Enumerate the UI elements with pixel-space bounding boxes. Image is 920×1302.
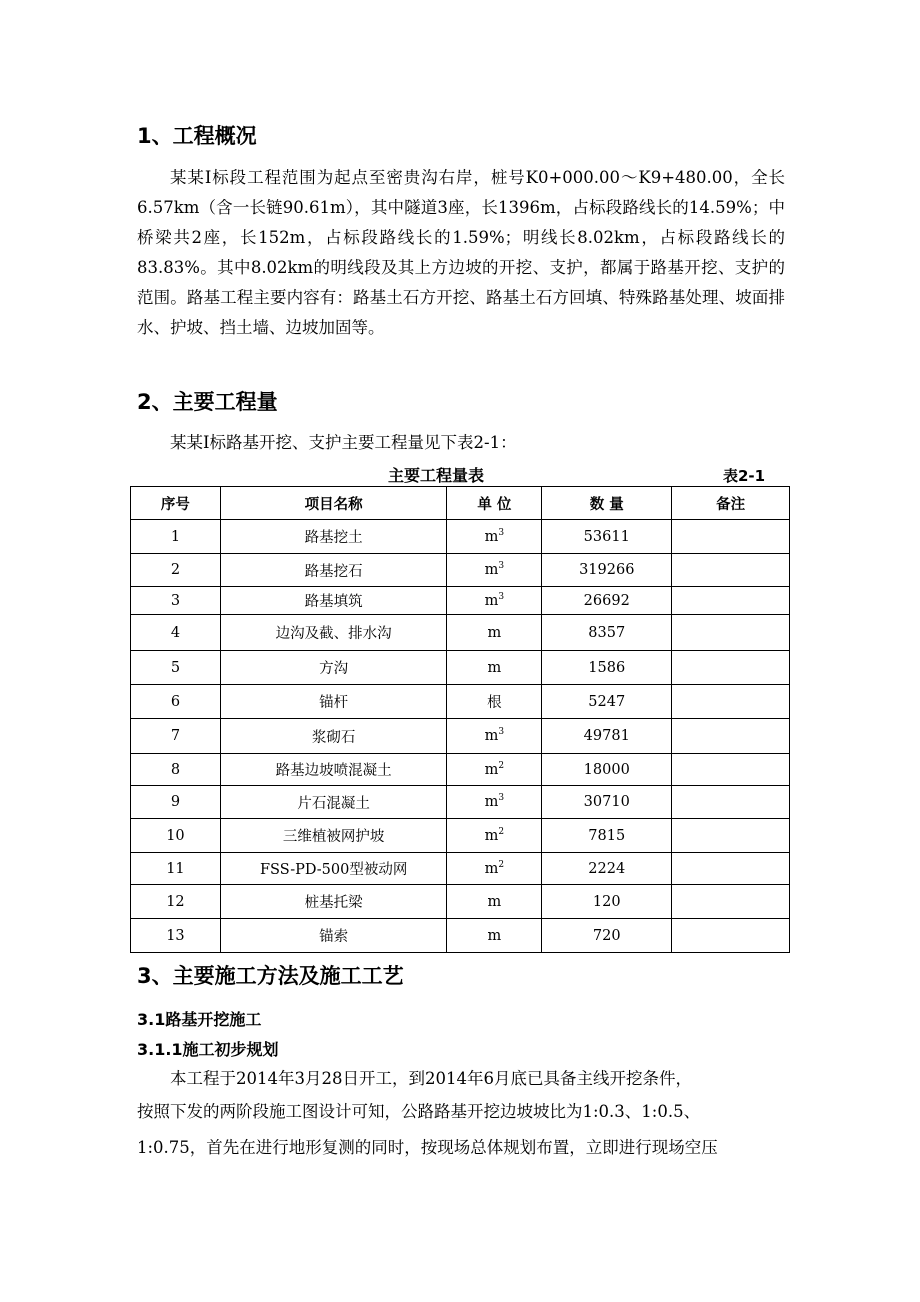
- cell-qty: 5247: [542, 685, 672, 719]
- cell-qty: 2224: [542, 853, 672, 885]
- unit-text: m: [484, 728, 499, 744]
- table-row: [131, 685, 790, 719]
- cell-no: 12: [131, 885, 221, 919]
- cell-name: 方沟: [220, 651, 447, 685]
- cell-note: [672, 554, 790, 587]
- cell-name: FSS-PD-500型被动网: [220, 853, 447, 885]
- quantities-table: [130, 486, 790, 953]
- table-row: [131, 554, 790, 587]
- cell-qty: 1586: [542, 651, 672, 685]
- unit-text: m: [487, 624, 502, 641]
- quantities-intro: 某某Ⅰ标路基开挖、支护主要工程量见下表2-1：: [170, 433, 517, 452]
- planning-line-1: 本工程于2014年3月28日开工，到2014年6月底已具备主线开挖条件，: [170, 1069, 692, 1088]
- cell-qty: 720: [542, 919, 672, 953]
- cell-qty: 49781: [542, 719, 672, 754]
- cell-no: 1: [131, 520, 221, 554]
- table-row: [131, 587, 790, 615]
- unit-text: m: [484, 860, 499, 877]
- table-row: [131, 651, 790, 685]
- cell-no: 9: [131, 786, 221, 819]
- cell-unit: [447, 786, 542, 819]
- unit-text: 根: [487, 695, 502, 711]
- cell-no: 3: [131, 587, 221, 615]
- unit-text: m: [484, 794, 499, 810]
- planning-line-3: 1:0.75，首先在进行地形复测的同时，按现场总体规划布置，立即进行现场空压: [137, 1138, 718, 1157]
- cell-note: [672, 919, 790, 953]
- unit-exponent: 2: [498, 826, 505, 837]
- cell-unit: [447, 651, 542, 685]
- cell-qty: 319266: [542, 554, 672, 587]
- unit-exponent: 2: [498, 859, 505, 870]
- cell-name: 路基挖石: [220, 554, 447, 587]
- cell-name: 桩基托梁: [220, 885, 447, 919]
- table-row: [131, 853, 790, 885]
- cell-qty: 18000: [542, 754, 672, 786]
- cell-unit: [447, 520, 542, 554]
- table-row: [131, 786, 790, 819]
- cell-name: 浆砌石: [220, 719, 447, 754]
- section-heading-quantities: 2、主要工程量: [137, 390, 278, 414]
- cell-unit: [447, 685, 542, 719]
- cell-no: 10: [131, 819, 221, 853]
- cell-unit: [447, 754, 542, 786]
- section-heading-overview: 1、工程概况: [137, 124, 257, 148]
- table-row: [131, 819, 790, 853]
- cell-qty: 7815: [542, 819, 672, 853]
- cell-qty: 30710: [542, 786, 672, 819]
- header-note: 备注: [672, 487, 790, 520]
- unit-text: m: [487, 927, 502, 944]
- cell-name: 路基边坡喷混凝土: [220, 754, 447, 786]
- table-row: [131, 885, 790, 919]
- unit-exponent: 3: [498, 591, 505, 602]
- unit-text: m: [484, 528, 499, 545]
- table-title: 主要工程量表: [388, 466, 485, 485]
- cell-name: 边沟及截、排水沟: [220, 615, 447, 651]
- cell-note: [672, 819, 790, 853]
- subsection-heading-excavation: 3.1路基开挖施工: [137, 1010, 262, 1029]
- cell-unit: [447, 615, 542, 651]
- unit-exponent: 3: [498, 527, 505, 538]
- cell-note: [672, 786, 790, 819]
- cell-no: 7: [131, 719, 221, 754]
- unit-text: m: [484, 761, 499, 778]
- header-unit: 单 位: [447, 487, 542, 520]
- cell-name: 锚杆: [220, 685, 447, 719]
- cell-no: 4: [131, 615, 221, 651]
- unit-exponent: 3: [498, 727, 505, 738]
- cell-note: [672, 587, 790, 615]
- cell-no: 5: [131, 651, 221, 685]
- unit-text: m: [484, 562, 499, 578]
- cell-qty: 26692: [542, 587, 672, 615]
- table-row: [131, 719, 790, 754]
- cell-name: 路基填筑: [220, 587, 447, 615]
- table-number: 表2-1: [723, 467, 766, 485]
- cell-unit: [447, 853, 542, 885]
- cell-note: [672, 651, 790, 685]
- cell-name: 三维植被网护坡: [220, 819, 447, 853]
- unit-exponent: 3: [498, 561, 505, 572]
- cell-note: [672, 719, 790, 754]
- cell-name: 路基挖土: [220, 520, 447, 554]
- cell-name: 锚索: [220, 919, 447, 953]
- unit-exponent: 2: [498, 760, 505, 771]
- cell-no: 8: [131, 754, 221, 786]
- unit-text: m: [487, 893, 502, 910]
- cell-qty: 8357: [542, 615, 672, 651]
- cell-note: [672, 885, 790, 919]
- cell-unit: [447, 885, 542, 919]
- cell-unit: [447, 819, 542, 853]
- table-row: [131, 615, 790, 651]
- cell-no: 6: [131, 685, 221, 719]
- cell-no: 2: [131, 554, 221, 587]
- cell-name: 片石混凝土: [220, 786, 447, 819]
- cell-note: [672, 853, 790, 885]
- cell-note: [672, 754, 790, 786]
- cell-unit: [447, 554, 542, 587]
- table-row: [131, 754, 790, 786]
- overview-paragraph: 某某Ⅰ标段工程范围为起点至密贵沟右岸，桩号K0+000.00～K9+480.00，全长6.57km（含一长链90.61m），其中隧道3座，长1396m，占标段路线长的14.59%；中桥梁共2座，长152m，占标段路线长的1.59%；明线长8.02km，占标段路线长的83.83%。其中8.02km的明线段及其上方边坡的开挖、支护，都属于路基开挖、支护的范围。路基工程主要内容有：路基土石方开挖、路基土石方回填、特殊路基处理、坡面排水、护坡、挡土墙、边坡加固等。: [137, 168, 785, 337]
- subsection-heading-planning: 3.1.1施工初步规划: [137, 1040, 279, 1059]
- cell-note: [672, 520, 790, 554]
- cell-unit: [447, 919, 542, 953]
- cell-qty: 120: [542, 885, 672, 919]
- unit-text: m: [487, 659, 502, 676]
- header-no: 序号: [131, 487, 221, 520]
- cell-no: 11: [131, 853, 221, 885]
- unit-exponent: 3: [498, 793, 505, 804]
- header-qty: 数 量: [542, 487, 672, 520]
- table-row: [131, 919, 790, 953]
- cell-no: 13: [131, 919, 221, 953]
- unit-text: m: [484, 827, 499, 844]
- cell-note: [672, 685, 790, 719]
- unit-text: m: [484, 592, 499, 609]
- table-row: [131, 520, 790, 554]
- cell-note: [672, 615, 790, 651]
- section-heading-methods: 3、主要施工方法及施工工艺: [137, 964, 404, 988]
- cell-unit: [447, 719, 542, 754]
- planning-line-2: 按照下发的两阶段施工图设计可知，公路路基开挖边坡坡比为1:0.3、1:0.5、: [137, 1102, 701, 1121]
- table-header-row: [131, 487, 790, 520]
- cell-qty: 53611: [542, 520, 672, 554]
- cell-unit: [447, 587, 542, 615]
- header-name: 项目名称: [220, 487, 447, 520]
